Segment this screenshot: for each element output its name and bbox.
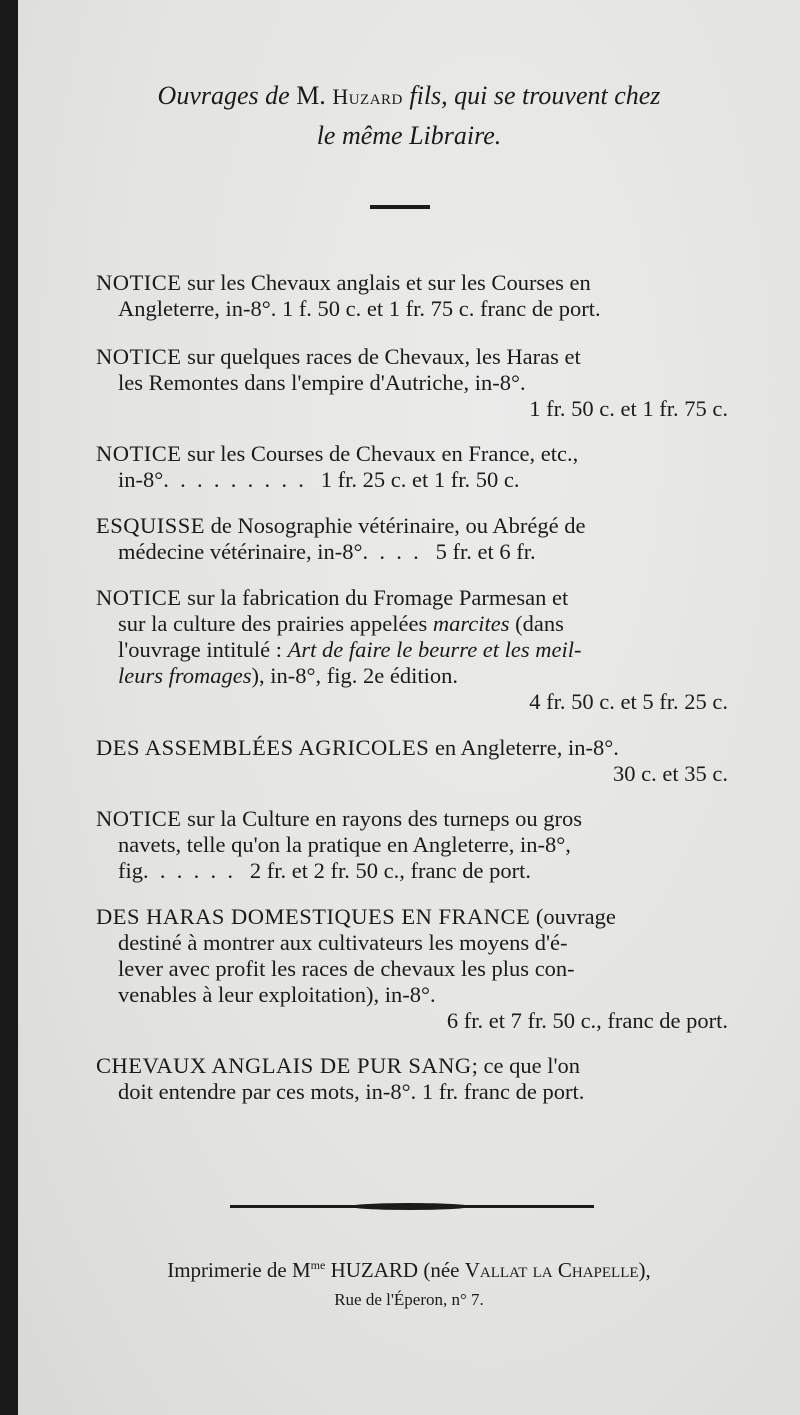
author-name: Huzard [332,84,403,109]
entry-text: sur les Chevaux anglais et sur les Courses en [181,270,591,295]
entry-text: navets, telle qu'on la pratique en Angleterre, in-8°, [118,832,571,857]
imprint-smallcaps: Vallat la Chapelle [464,1258,639,1282]
entry-text: de Nosographie vétérinaire, ou Abrégé de [205,513,586,538]
entry-text: 1 fr. 50 c. et 1 fr. 75 c. [529,396,728,421]
header-divider [370,205,430,209]
entry-text: Angleterre, in-8°. 1 f. 50 c. et 1 fr. 75 c. franc de port. [118,296,601,321]
entry-text: 6 fr. et 7 fr. 50 c., franc de port. [446,1008,728,1033]
entry-title-line [96,585,568,611]
entry-line [529,689,728,715]
entry-text: l'ouvrage intitulé : [118,637,288,662]
entry-text: 30 c. et 35 c. [613,761,728,786]
entry-line [118,296,601,322]
entry-line [613,761,728,787]
entry-line [118,611,564,637]
imprint-text: Imprimerie de M [167,1258,311,1282]
imprint-text: ), [638,1258,651,1282]
entry-text: médecine vétérinaire, in-8°. . . . 5 fr. et 6 fr. [118,539,536,564]
imprint-text: HUZARD (née [325,1258,465,1282]
entry-text: fig. . . . . . 2 fr. et 2 fr. 50 c., franc de port. [118,858,532,883]
header-text: Ouvrages de [157,81,290,110]
header-line-1 [18,76,800,117]
entry-title: DES ASSEMBLÉES AGRICOLES [96,735,430,760]
entry-title: DES HARAS DOMESTIQUES EN FRANCE [96,904,531,929]
entry-title: NOTICE [96,344,182,369]
entry-text: sur la Culture en rayons des turneps ou gros [181,806,583,831]
entry-line [118,663,458,689]
entry-text: destiné à montrer aux cultivateurs les moyens d'é- [118,930,568,955]
entry-text: (dans [509,611,564,636]
entry-line [447,1008,728,1034]
imprint-superscript: me [310,1258,326,1272]
entry-line [118,467,519,493]
entry-text: in-8°. . . . . . . . . 1 fr. 25 c. et 1 fr. 50 c. [118,467,520,492]
entry-text: venables à leur exploitation), in-8°. [118,982,436,1007]
entry-title-line [96,344,581,370]
entry-line [529,396,728,422]
header-mister: M. [296,81,326,110]
entry-line [118,930,568,956]
entry-text: doit entendre par ces mots, in-8°. 1 fr. franc de port. [118,1079,585,1104]
entry-text: ; ce que l'on [471,1053,581,1078]
entry-italic-text: leurs fromages [118,663,252,688]
entry-text: sur quelques races de Chevaux, les Haras et [181,344,581,369]
entry-title: NOTICE [96,585,182,610]
entry-line [118,956,575,982]
entry-title-line [96,735,619,761]
entry-line [118,858,531,884]
entry-title-line [96,441,578,467]
entry-line [118,832,571,858]
entry-text: en Angleterre, in-8°. [429,735,619,760]
imprint-line-1 [18,1258,800,1283]
entry-line [118,982,436,1008]
entry-text: sur la fabrication du Fromage Parmesan et [181,585,569,610]
entry-title: ESQUISSE [96,513,206,538]
imprint-line-2: Rue de l'Éperon, n° 7. [334,1290,484,1309]
entry-text: (ouvrage [530,904,616,929]
footer-divider [230,1205,594,1208]
entry-title: CHEVAUX ANGLAIS DE PUR SANG [96,1053,472,1078]
entry-text: sur les Courses de Chevaux en France, etc., [181,441,579,466]
entry-italic-text: Art de faire le beurre et les meil- [287,637,582,662]
entry-text: lever avec profit les races de chevaux les plus con- [118,956,575,981]
entry-title: NOTICE [96,270,182,295]
entry-title: NOTICE [96,441,182,466]
entry-title-line [96,904,616,930]
entry-title-line [96,806,582,832]
entry-italic-text: marcites [432,611,510,636]
entry-line [118,370,526,396]
entry-title-line [96,513,586,539]
entry-line [118,539,536,565]
entry-text: ), in-8°, fig. 2e édition. [251,663,459,688]
catalog-page [18,0,800,1415]
entry-title-line [96,270,591,296]
header-text: fils, qui se trouvent chez [409,81,661,110]
entry-title: NOTICE [96,806,182,831]
entry-text: sur la culture des prairies appelées [118,611,433,636]
header-line-2: le même Libraire. [316,121,502,150]
entry-title-line [96,1053,580,1079]
entry-line [118,637,582,663]
entry-text: les Remontes dans l'empire d'Autriche, in-8°. [118,370,526,395]
entry-text: 4 fr. 50 c. et 5 fr. 25 c. [529,689,728,714]
entry-line [118,1079,584,1105]
